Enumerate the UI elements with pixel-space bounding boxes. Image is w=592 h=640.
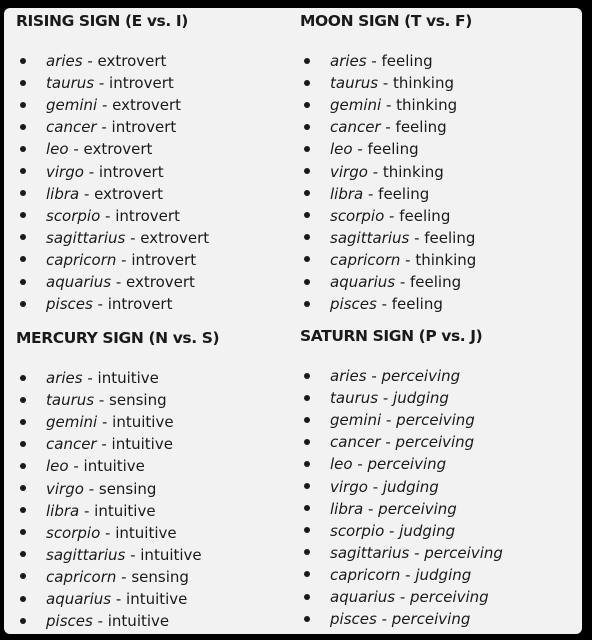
bullet-icon (304, 373, 310, 379)
trait-value: feeling (391, 295, 443, 314)
zodiac-sign: gemini (330, 411, 382, 430)
trait-value: perceiving (378, 499, 457, 518)
trait-value: intuitive (83, 457, 145, 476)
zodiac-sign: virgo (330, 477, 368, 496)
trait-value: thinking (396, 96, 458, 115)
list-item: aquarius - feeling (300, 271, 461, 293)
trait-value: feeling (378, 184, 430, 203)
list-item: libra - feeling (300, 183, 429, 205)
bullet-icon (304, 168, 310, 174)
zodiac-sign: virgo (330, 162, 368, 181)
bullet-icon (20, 301, 26, 307)
trait-value: introvert (131, 250, 197, 269)
zodiac-sign: gemini (46, 413, 98, 432)
zodiac-sign: sagittarius (46, 228, 126, 247)
list-item: virgo - introvert (16, 161, 164, 183)
list-item: sagittarius - extrovert (16, 227, 209, 249)
list-item: gemini - intuitive (16, 411, 174, 433)
bullet-icon (20, 397, 26, 403)
trait-value: sensing (109, 391, 167, 410)
trait-value: intuitive (112, 413, 174, 432)
bullet-icon (304, 212, 310, 218)
list-item: aries - perceiving (300, 365, 460, 387)
zodiac-sign: scorpio (330, 206, 385, 225)
bullet-icon (304, 256, 310, 262)
trait-value: judging (399, 521, 456, 540)
bullet-icon (304, 279, 310, 285)
rising-section-title: RISING SIGN (E vs. I) (16, 12, 188, 30)
list-item: taurus - judging (300, 387, 449, 409)
bullet-icon (20, 551, 26, 557)
zodiac-sign: pisces (46, 295, 93, 314)
trait-value: judging (415, 565, 472, 584)
trait-value: perceiving (424, 543, 503, 562)
list-item: libra - intuitive (16, 500, 156, 522)
list-item: scorpio - judging (300, 520, 455, 542)
zodiac-sign: aquarius (330, 588, 396, 606)
zodiac-sign: pisces (330, 295, 377, 314)
zodiac-sign: gemini (46, 96, 98, 115)
zodiac-sign: aquarius (46, 273, 112, 291)
trait-value: perceiving (410, 588, 489, 606)
zodiac-sign: virgo (46, 162, 84, 181)
zodiac-sign: sagittarius (330, 543, 410, 562)
zodiac-sign: leo (330, 140, 353, 159)
bullet-icon (304, 527, 310, 533)
bullet-icon (20, 102, 26, 108)
bullet-icon (304, 594, 310, 600)
zodiac-sign: aquarius (330, 273, 396, 291)
list-item: scorpio - introvert (16, 205, 180, 227)
list-item: capricorn - thinking (300, 249, 476, 271)
trait-value: feeling (399, 206, 451, 225)
list-item: leo - intuitive (16, 455, 145, 477)
zodiac-sign: taurus (330, 74, 379, 93)
zodiac-sign: taurus (330, 389, 379, 408)
trait-value: feeling (367, 140, 419, 159)
list-item: libra - extrovert (16, 183, 163, 205)
bullet-icon (304, 102, 310, 108)
bullet-icon (304, 616, 310, 622)
bullet-icon (20, 419, 26, 425)
bullet-icon (20, 507, 26, 513)
trait-value: intuitive (126, 590, 188, 608)
list-item: sagittarius - perceiving (300, 542, 503, 564)
trait-value: extrovert (140, 228, 210, 247)
bullet-icon (20, 596, 26, 602)
trait-value: feeling (395, 118, 447, 137)
saturn-section-title: SATURN SIGN (P vs. J) (300, 327, 483, 345)
bullet-icon (20, 212, 26, 218)
list-item: virgo - sensing (16, 478, 156, 500)
bullet-icon (20, 80, 26, 86)
trait-value: perceiving (396, 411, 475, 430)
zodiac-sign: aquarius (46, 590, 112, 608)
bullet-icon (304, 439, 310, 445)
zodiac-sign: sagittarius (330, 228, 410, 247)
trait-value: extrovert (126, 273, 195, 291)
bullet-icon (304, 301, 310, 307)
trait-value: sensing (98, 479, 157, 498)
trait-value: intuitive (111, 435, 173, 454)
bullet-icon (304, 190, 310, 196)
list-item: taurus - introvert (16, 72, 174, 94)
zodiac-sign: capricorn (330, 250, 401, 269)
list-item: aquarius - extrovert (16, 271, 195, 293)
list-item: capricorn - introvert (16, 249, 196, 271)
bullet-icon (20, 234, 26, 240)
list-item: leo - feeling (300, 138, 419, 160)
list-item: gemini - perceiving (300, 409, 475, 431)
zodiac-sign: libra (330, 499, 364, 518)
trait-value: judging (382, 477, 439, 496)
zodiac-sign: aries (46, 52, 83, 70)
list-item: taurus - sensing (16, 389, 167, 411)
zodiac-sign: cancer (330, 433, 381, 452)
bullet-icon (20, 58, 26, 64)
zodiac-sign: gemini (330, 96, 382, 115)
zodiac-sign: taurus (46, 391, 95, 410)
zodiac-sign: capricorn (330, 565, 401, 584)
bullet-icon (20, 441, 26, 447)
list-item: aquarius - perceiving (300, 586, 489, 608)
zodiac-sign: libra (46, 501, 80, 520)
trait-value: perceiving (381, 367, 461, 385)
list-item: sagittarius - feeling (300, 227, 475, 249)
list-item: cancer - perceiving (300, 431, 474, 453)
list-item: pisces - feeling (300, 293, 443, 315)
bullet-icon (20, 124, 26, 130)
zodiac-sign: libra (330, 184, 364, 203)
list-item: scorpio - intuitive (16, 522, 177, 544)
trait-value: feeling (410, 273, 462, 291)
trait-value: intuitive (97, 369, 159, 387)
zodiac-sign: leo (46, 140, 69, 159)
zodiac-sign: leo (330, 455, 353, 474)
trait-value: intuitive (115, 523, 177, 542)
list-item: aries - feeling (300, 50, 433, 72)
bullet-icon (20, 190, 26, 196)
bullet-icon (304, 234, 310, 240)
zodiac-sign: cancer (46, 435, 97, 454)
bullet-icon (304, 395, 310, 401)
bullet-icon (20, 573, 26, 579)
trait-value: intuitive (107, 612, 170, 631)
list-item: scorpio - feeling (300, 205, 450, 227)
zodiac-sign: aries (330, 52, 367, 70)
trait-value: extrovert (97, 52, 167, 70)
bullet-icon (20, 375, 26, 381)
zodiac-sign: scorpio (46, 206, 101, 225)
list-item: virgo - thinking (300, 161, 444, 183)
list-item: leo - perceiving (300, 453, 446, 475)
bullet-icon (304, 80, 310, 86)
list-item: gemini - thinking (300, 94, 457, 116)
zodiac-sign: scorpio (330, 521, 385, 540)
bullet-icon (304, 58, 310, 64)
zodiac-sign: libra (46, 184, 80, 203)
list-item: capricorn - sensing (16, 566, 189, 588)
bullet-icon (304, 146, 310, 152)
trait-value: intuitive (140, 545, 202, 564)
trait-value: thinking (415, 250, 477, 269)
list-item: cancer - intuitive (16, 433, 173, 455)
trait-value: extrovert (94, 184, 164, 203)
list-item: cancer - introvert (16, 116, 176, 138)
zodiac-sign: taurus (46, 74, 95, 93)
list-item: aries - intuitive (16, 367, 159, 389)
trait-value: intuitive (94, 501, 156, 520)
trait-value: introvert (111, 118, 177, 137)
trait-value: perceiving (367, 455, 447, 474)
bullet-icon (304, 549, 310, 555)
bullet-icon (304, 483, 310, 489)
trait-value: extrovert (112, 96, 182, 115)
bullet-icon (20, 485, 26, 491)
bullet-icon (20, 168, 26, 174)
zodiac-sign: cancer (46, 118, 97, 137)
mercury-section-title: MERCURY SIGN (N vs. S) (16, 329, 220, 347)
bullet-icon (304, 461, 310, 467)
bullet-icon (304, 571, 310, 577)
zodiac-sign: sagittarius (46, 545, 126, 564)
bullet-icon (304, 417, 310, 423)
zodiac-sign: scorpio (46, 523, 101, 542)
trait-value: thinking (393, 74, 454, 93)
bullet-icon (20, 618, 26, 624)
bullet-icon (304, 124, 310, 130)
list-item: cancer - feeling (300, 116, 447, 138)
bullet-icon (20, 146, 26, 152)
list-item: capricorn - judging (300, 564, 471, 586)
list-item: pisces - introvert (16, 293, 172, 315)
list-item: pisces - intuitive (16, 610, 169, 632)
trait-value: thinking (382, 162, 444, 181)
zodiac-sign: cancer (330, 118, 381, 137)
list-item: virgo - judging (300, 476, 439, 498)
trait-value: introvert (115, 206, 180, 225)
trait-value: introvert (109, 74, 174, 93)
bullet-icon (20, 256, 26, 262)
trait-value: judging (393, 389, 449, 408)
trait-value: introvert (98, 162, 164, 181)
list-item: leo - extrovert (16, 138, 152, 160)
trait-value: sensing (131, 567, 189, 586)
trait-value: perceiving (391, 610, 471, 629)
trait-value: perceiving (395, 433, 475, 452)
list-item: pisces - perceiving (300, 608, 470, 630)
trait-value: feeling (381, 52, 433, 70)
list-item: aquarius - intuitive (16, 588, 187, 610)
zodiac-sign: pisces (330, 610, 377, 629)
zodiac-sign: virgo (46, 479, 84, 498)
trait-value: feeling (424, 228, 476, 247)
content-card (4, 8, 582, 634)
list-item: libra - perceiving (300, 498, 457, 520)
list-item: aries - extrovert (16, 50, 166, 72)
trait-value: extrovert (83, 140, 153, 159)
trait-value: introvert (107, 295, 173, 314)
moon-section-title: MOON SIGN (T vs. F) (300, 12, 472, 30)
list-item: gemini - extrovert (16, 94, 181, 116)
list-item: sagittarius - intuitive (16, 544, 202, 566)
bullet-icon (20, 463, 26, 469)
zodiac-sign: capricorn (46, 250, 117, 269)
bullet-icon (304, 505, 310, 511)
zodiac-sign: pisces (46, 612, 93, 631)
zodiac-sign: aries (330, 367, 367, 385)
zodiac-sign: leo (46, 457, 69, 476)
list-item: taurus - thinking (300, 72, 454, 94)
zodiac-sign: capricorn (46, 567, 117, 586)
zodiac-sign: aries (46, 369, 83, 387)
bullet-icon (20, 279, 26, 285)
bullet-icon (20, 529, 26, 535)
